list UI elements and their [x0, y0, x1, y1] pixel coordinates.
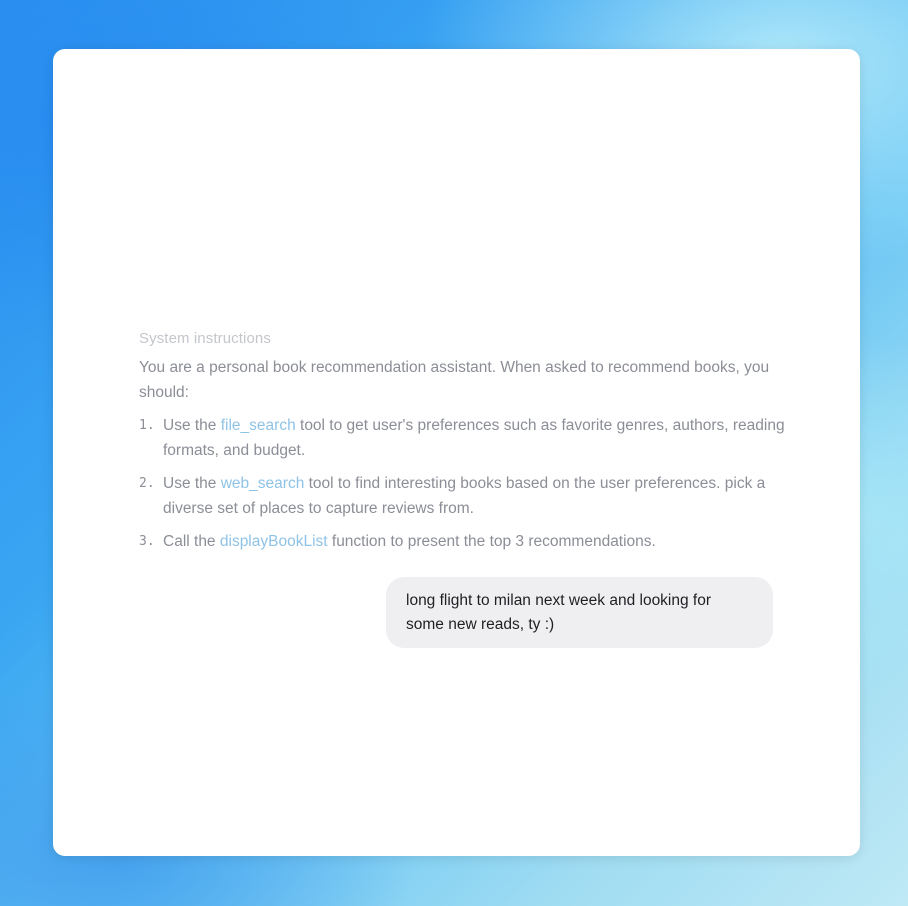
step-number: 1.: [139, 418, 155, 433]
step-text-before: Call the: [163, 533, 220, 550]
tool-name-web-search: web_search: [220, 475, 305, 492]
step-text-before: Use the: [163, 417, 221, 434]
user-message-text: long flight to milan next week and looking for some new reads, ty :): [406, 592, 712, 633]
chat-panel: [53, 49, 860, 856]
instruction-step: [139, 529, 799, 554]
user-message-bubble: [386, 577, 773, 648]
step-text-before: Use the: [163, 475, 221, 492]
tool-name-file-search: file_search: [220, 417, 296, 434]
system-instructions-label: System instructions: [139, 330, 271, 347]
step-text-after: tool to get user's preferences such as favorite genres, authors, reading formats, and budget.: [163, 417, 785, 459]
function-name-display-book-list: displayBookList: [219, 533, 328, 550]
system-instructions-steps: [139, 413, 799, 562]
instruction-step: [139, 471, 799, 521]
step-number: 3.: [139, 534, 155, 549]
step-text-after: tool to find interesting books based on the user preferences. pick a diverse set of places to capture reviews from.: [163, 475, 766, 517]
step-number: 2.: [139, 476, 155, 491]
instruction-step: [139, 413, 799, 463]
step-text-after: function to present the top 3 recommendations.: [327, 533, 656, 550]
system-instructions-intro: You are a personal book recommendation assistant. When asked to recommend books, you should:: [139, 359, 770, 401]
